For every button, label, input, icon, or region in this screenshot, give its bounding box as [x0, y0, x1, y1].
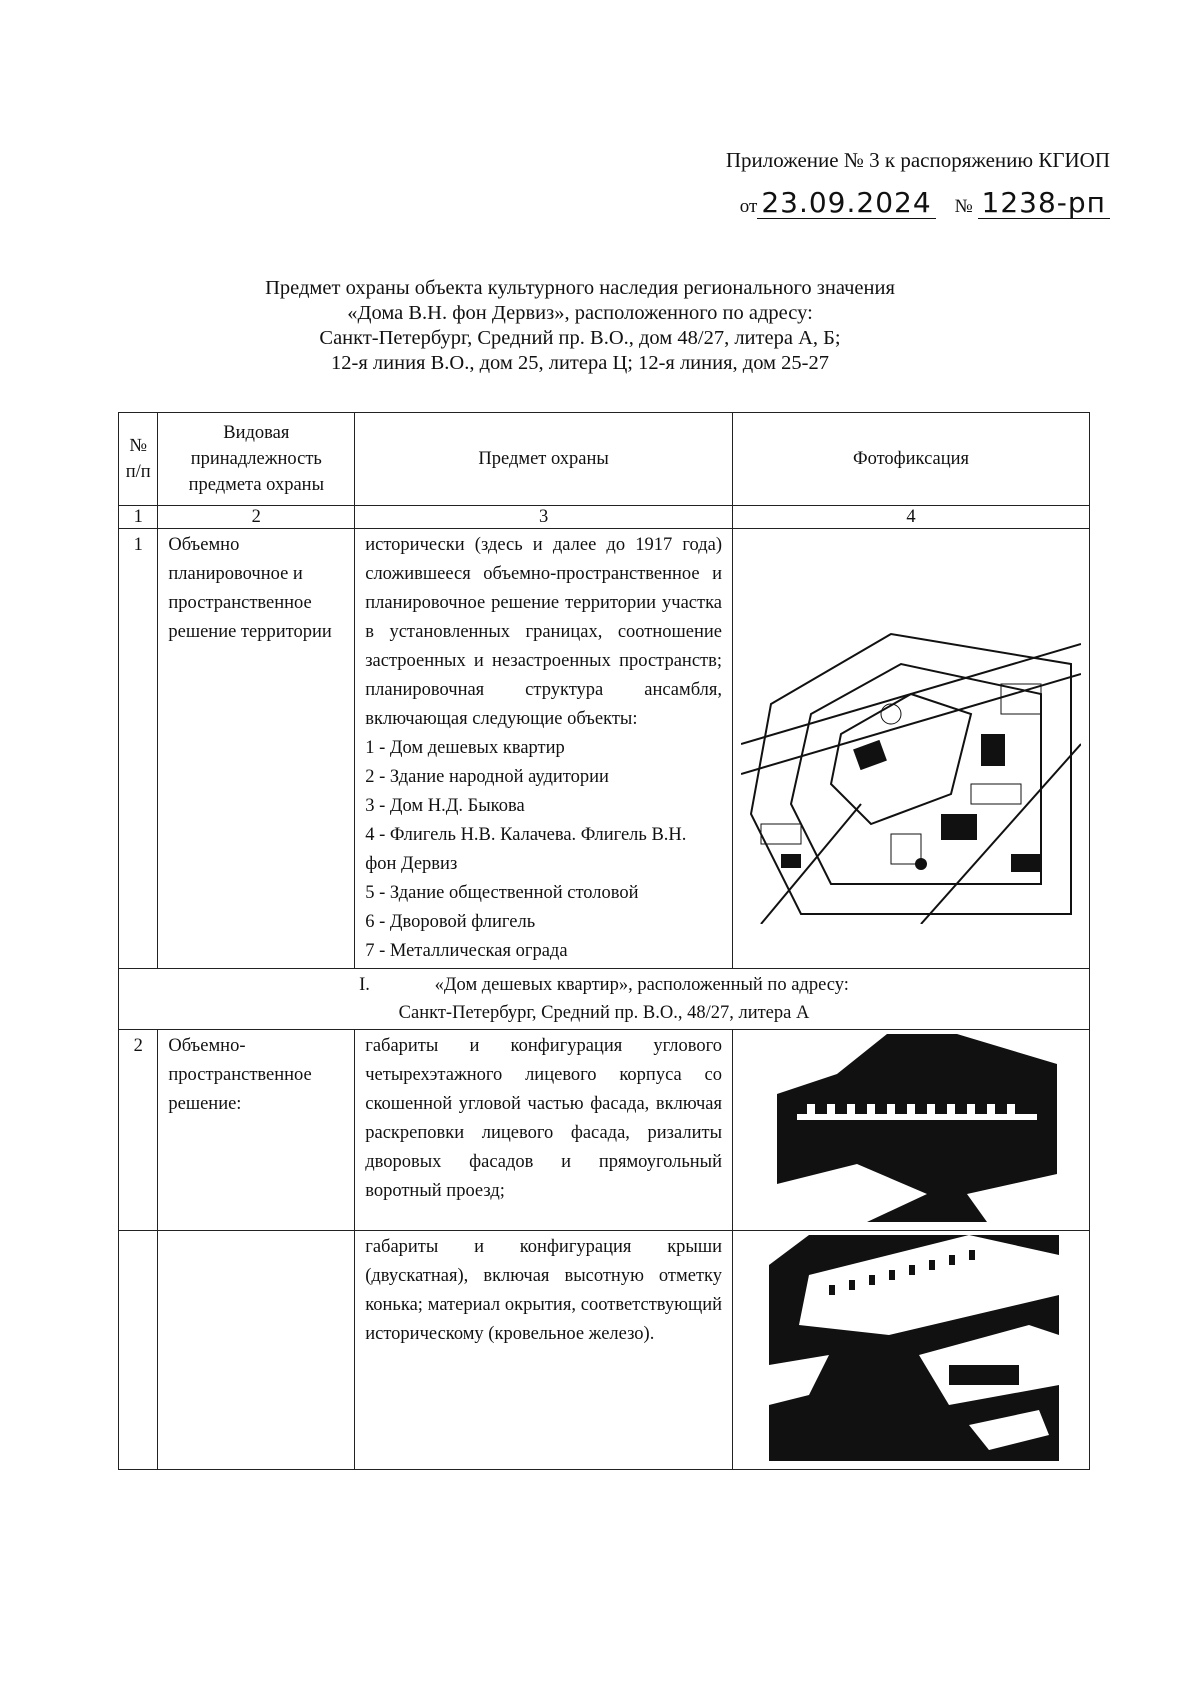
list-item: 1 - Дом дешевых квартир	[365, 738, 565, 758]
row-subject	[355, 529, 733, 969]
facade-photo	[777, 1034, 1057, 1222]
annex-heading: Приложение № 3 к распоряжению КГИОП	[725, 148, 1110, 172]
subject-intro: исторически (здесь и далее до 1917 года) сложившееся объемно-пространственное и планировочное решение территории участка в установленных границах, соотношение застроенных и незастроенных пространств; планировочная структура ансамбля, включающая следующие объекты:	[365, 535, 723, 729]
list-item: 6 - Дворовой флигель	[365, 912, 536, 932]
table-row	[119, 1231, 1090, 1470]
roof-photo-cell	[733, 1231, 1090, 1470]
row-number: 1	[119, 529, 158, 969]
section-line-1	[129, 971, 1079, 999]
title-line-4: 12-я линия В.О., дом 25, литера Ц; 12-я линия, дом 25-27	[331, 352, 829, 374]
row-subject: габариты и конфигурация крыши (двускатная), включая высотную отметку конька; материал окрытия, соответствующий историческому (кровельное железо).	[355, 1231, 733, 1470]
table-row	[119, 1030, 1090, 1231]
index-cell: 1	[119, 506, 158, 529]
header-row	[119, 413, 1090, 506]
order-date: 23.09.2024	[757, 188, 935, 219]
row-kind: Объемно-пространственное решение:	[158, 1030, 355, 1231]
table-row	[119, 529, 1090, 969]
number-prefix: №	[954, 196, 973, 217]
list-item: 5 - Здание общественной столовой	[365, 883, 639, 903]
index-cell: 2	[158, 506, 355, 529]
section-heading	[119, 969, 1090, 1030]
index-cell: 4	[733, 506, 1090, 529]
list-item: 4 - Флигель Н.В. Калачева. Флигель В.Н. фон Дервиз	[365, 825, 687, 874]
title-line-3: Санкт-Петербург, Средний пр. В.О., дом 48/27, литера А, Б;	[319, 327, 841, 349]
document-title	[140, 276, 1020, 376]
site-plan-image	[741, 624, 1081, 924]
from-prefix: от	[739, 196, 758, 217]
section-row	[119, 969, 1090, 1030]
protection-table	[118, 412, 1090, 1470]
header-subject: Предмет охраны	[355, 413, 733, 506]
header-kind: Видовая принадлежность предмета охраны	[158, 413, 355, 506]
row-subject: габариты и конфигурация углового четырехэтажного лицевого корпуса со скошенной угловой частью фасада, включая раскреповки лицевого фасада, ризалиты дворовых фасадов и прямоугольный воротный проезд;	[355, 1030, 733, 1231]
header-photo: Фотофиксация	[733, 413, 1090, 506]
list-item: 3 - Дом Н.Д. Быкова	[365, 796, 525, 816]
roof-photo	[769, 1235, 1059, 1461]
index-row	[119, 506, 1090, 529]
row-kind: Объемно планировочное и пространственное решение территории	[158, 529, 355, 969]
annex-order-line	[600, 188, 1110, 219]
title-line-1: Предмет охраны объекта культурного наследия регионального значения	[265, 277, 895, 299]
list-item: 2 - Здание народной аудитории	[365, 767, 609, 787]
row-number: 2	[119, 1030, 158, 1231]
facade-photo-cell	[733, 1030, 1090, 1231]
section-line-2: Санкт-Петербург, Средний пр. В.О., 48/27, литера А	[398, 1003, 810, 1023]
index-cell: 3	[355, 506, 733, 529]
header-num: № п/п	[119, 413, 158, 506]
section-title: «Дом дешевых квартир», расположенный по адресу:	[434, 975, 849, 995]
order-number: 1238-рп	[978, 188, 1110, 219]
section-numeral: I.	[359, 975, 370, 995]
title-line-2: «Дома В.Н. фон Дервиз», расположенного по адресу:	[347, 302, 813, 324]
site-plan-cell	[733, 529, 1090, 969]
list-item: 7 - Металлическая ограда	[365, 941, 568, 961]
